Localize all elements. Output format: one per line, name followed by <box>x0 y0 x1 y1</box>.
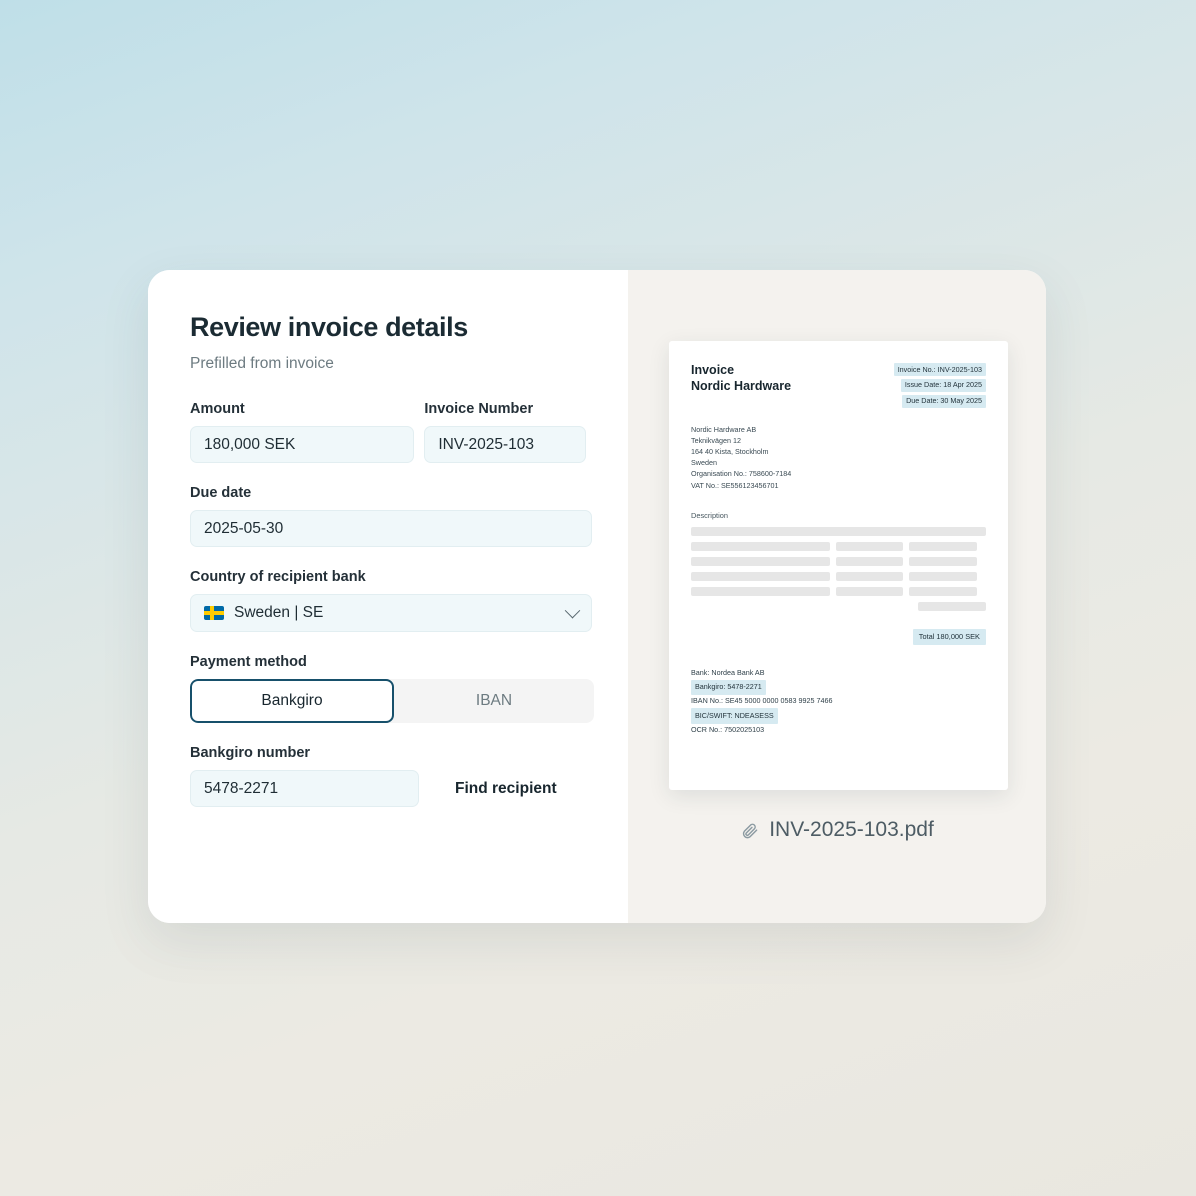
invoice-number-input[interactable]: INV-2025-103 <box>424 426 586 463</box>
invoice-review-card <box>148 270 1046 923</box>
placeholder-bar <box>909 557 977 566</box>
address-line: Organisation No.: 758600-7184 <box>691 469 792 479</box>
find-recipient-button[interactable]: Find recipient <box>455 779 557 797</box>
invoice-number-field-group <box>424 401 586 463</box>
placeholder-bar <box>836 542 904 551</box>
placeholder-bar <box>909 542 977 551</box>
address-line: Teknikvägen 12 <box>691 435 741 445</box>
address-line: Nordic Hardware AB <box>691 424 757 434</box>
bankgiro-group <box>190 745 586 807</box>
page-subtitle: Prefilled from invoice <box>190 355 334 372</box>
address-line: VAT No.: SE556123456701 <box>691 480 779 490</box>
bankgiro-row <box>190 770 586 807</box>
amount-input[interactable]: 180,000 SEK <box>190 426 414 463</box>
address-line: 164 40 Kista, Stockholm <box>691 447 769 457</box>
due-date-field-group <box>190 485 586 547</box>
placeholder-bar <box>836 587 904 596</box>
due-date-label: Due date <box>190 485 252 501</box>
document-line-placeholder <box>691 557 986 566</box>
placeholder-bar <box>691 527 986 536</box>
placeholder-bar <box>691 542 830 551</box>
document-meta-issue-date: Issue Date: 18 Apr 2025 <box>901 379 986 392</box>
bank-line-bankgiro: Bankgiro: 5478-2271 <box>691 680 766 696</box>
payment-method-iban[interactable]: IBAN <box>475 692 513 709</box>
bank-line-ocr: OCR No.: 7502025103 <box>691 724 765 734</box>
attachment-filename-row[interactable] <box>628 818 1046 842</box>
bankgiro-input[interactable]: 5478-2271 <box>190 770 419 807</box>
bank-line: Bank: Nordea Bank AB <box>691 668 765 678</box>
placeholder-bar <box>909 587 977 596</box>
document-address <box>691 424 986 491</box>
page-title: Review invoice details <box>190 312 468 342</box>
document-header <box>691 363 986 411</box>
document-total-wrap <box>691 629 986 645</box>
placeholder-bar <box>918 602 986 611</box>
placeholder-bar <box>691 557 830 566</box>
payment-method-toggle <box>190 679 594 723</box>
document-line-placeholder <box>691 587 986 596</box>
paperclip-icon <box>740 821 759 840</box>
payment-method-label: Payment method <box>190 654 307 670</box>
document-type: Invoice <box>691 363 735 377</box>
document-total: Total 180,000 SEK <box>913 629 986 645</box>
document-line-placeholder <box>691 572 986 581</box>
document-line-placeholder <box>691 542 986 551</box>
payment-method-bankgiro[interactable]: Bankgiro <box>190 679 394 723</box>
chevron-down-icon <box>565 602 581 618</box>
bank-line-iban: IBAN No.: SE45 5000 0000 0583 9925 7466 <box>691 696 833 706</box>
placeholder-bar <box>691 572 830 581</box>
form-pane <box>148 270 628 923</box>
document-line-placeholder <box>691 602 986 611</box>
placeholder-bar <box>836 572 904 581</box>
placeholder-bar <box>836 557 904 566</box>
country-field-group <box>190 569 586 632</box>
document-line-placeholder <box>691 527 986 536</box>
placeholder-bar <box>909 572 977 581</box>
document-description-label: Description <box>691 510 728 520</box>
country-select-value: Sweden | SE <box>234 604 324 621</box>
document-meta-due-date: Due Date: 30 May 2025 <box>902 395 986 408</box>
amount-field-group <box>190 401 414 463</box>
invoice-document[interactable] <box>669 341 1008 790</box>
placeholder-bar <box>691 587 830 596</box>
document-meta <box>894 363 986 411</box>
country-select[interactable] <box>190 594 592 632</box>
document-title-block <box>691 363 791 394</box>
bank-line-bic: BIC/SWIFT: NDEASESS <box>691 708 778 724</box>
country-label: Country of recipient bank <box>190 569 366 585</box>
sweden-flag-icon <box>204 606 224 620</box>
attachment-filename: INV-2025-103.pdf <box>769 818 934 841</box>
address-line: Sweden <box>691 458 717 468</box>
country-select-value-wrap <box>204 604 323 622</box>
document-preview-pane <box>628 270 1046 923</box>
bankgiro-label: Bankgiro number <box>190 745 311 761</box>
document-meta-invoice-no: Invoice No.: INV-2025-103 <box>894 363 986 376</box>
document-bank-details <box>691 667 986 736</box>
payment-method-group <box>190 654 586 723</box>
invoice-number-label: Invoice Number <box>424 401 534 417</box>
due-date-input[interactable]: 2025-05-30 <box>190 510 592 547</box>
amount-label: Amount <box>190 401 245 417</box>
document-company: Nordic Hardware <box>691 378 792 393</box>
amount-invoice-row <box>190 401 586 463</box>
